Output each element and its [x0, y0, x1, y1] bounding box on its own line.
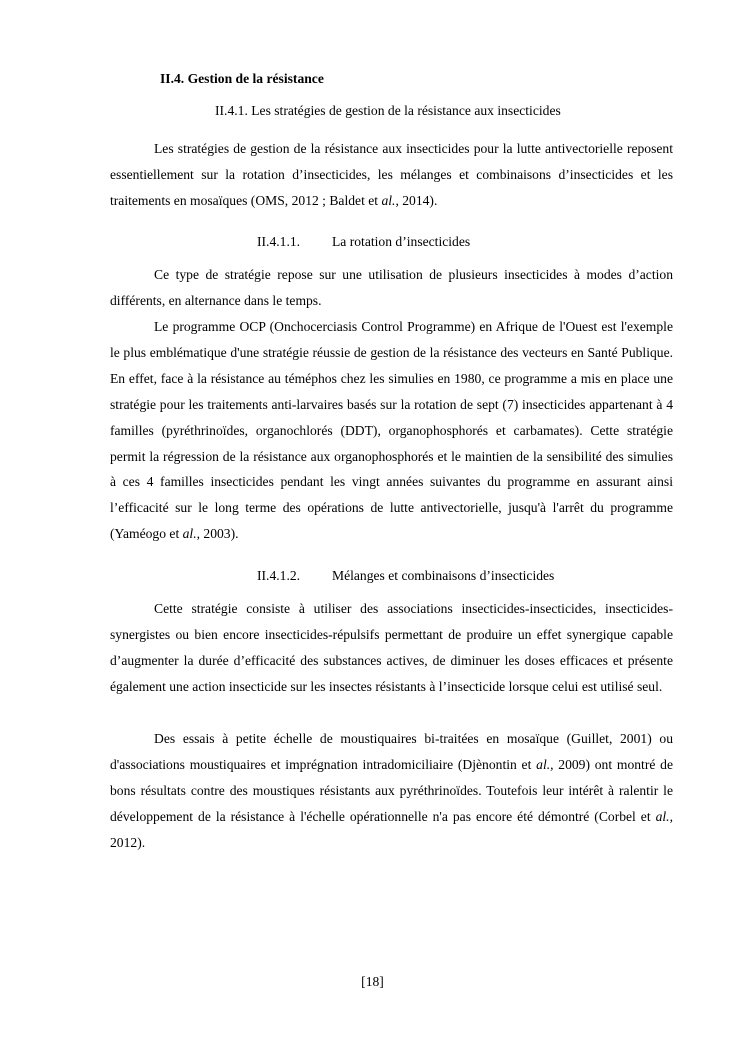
subsection-heading: II.4.1. Les stratégies de gestion de la résistance aux insecticides: [215, 103, 561, 118]
rotation-heading: [257, 233, 470, 251]
intro-paragraph: [110, 136, 673, 214]
italic-text: al.: [655, 808, 670, 824]
rotation-paragraph-1: [110, 262, 673, 314]
italic-text: al.: [182, 526, 197, 542]
melanges-heading-number: II.4.1.2.: [257, 568, 301, 583]
rotation-heading-title: La rotation d’insecticides: [332, 234, 471, 249]
text-run: Des essais à petite échelle de moustiquaires bi-traitées en mosaïque (Guillet, 2001) ou d'associations moustiquaires et imprégnation intradomiciliaire (Djènontin et: [110, 731, 673, 772]
text-run: Ce type de stratégie repose sur une utilisation de plusieurs insecticides à modes d’action différents, en alternance dans le temps.: [110, 267, 673, 308]
rotation-heading-number: II.4.1.1.: [257, 234, 301, 249]
text-run: Cette stratégie consiste à utiliser des associations insecticides-insecticides, insecticides-synergistes ou bien encore insecticides-répulsifs permettant de produire un effet synergique capable d’augmenter la durée d’efficacité des substances actives, de diminuer les doses efficaces et présente également une action insecticide sur les insectes résistants à l’insecticide lorsque celui est utilisé seul.: [110, 601, 673, 694]
melanges-heading: [257, 567, 554, 585]
melanges-paragraph-2: [110, 726, 673, 856]
text-run: Les stratégies de gestion de la résistance aux insecticides pour la lutte antivectorielle reposent essentiellement sur la rotation d’insecticides, les mélanges et combinaisons d’insecticides et les traitements en mosaïques (OMS, 2012 ; Baldet et: [110, 141, 673, 208]
text-run: , 2014).: [395, 192, 438, 208]
text-run: Le programme OCP (Onchocerciasis Control Programme) en Afrique de l'Ouest est l'exemple le plus emblématique d'une stratégie réussie de gestion de la résistance des vecteurs en Santé Publique. En effet, face à la résistance au téméphos chez les simulies en 1980, ce programme a mis en place une stratégie pour les traitements anti-larvaires basés sur la rotation de sept (7) insecticides appartenant à 4 familles (pyréthrinoïdes, organochlorés (DDT), organophosphorés et carbamates). Cette stratégie permit la régression de la résistance aux organophosphorés et le maintien de la sensibilité des simulies à ces 4 familles insecticides pendant les vingt années suivantes du programme en assurant ainsi l’efficacité sur le long terme des opérations de lutte antivectorielle, jusqu'à l'arrêt du programme (Yaméogo et: [110, 319, 673, 542]
text-run: , 2009) ont montré de bons résultats contre des moustiques résistants aux pyréthrinoïdes. Toutefois leur intérêt à ralentir le développement de la résistance à l'échelle opérationnelle n'a pas encore été démontré (Corbel et: [110, 756, 673, 824]
rotation-paragraph-2: [110, 314, 673, 547]
melanges-heading-title: Mélanges et combinaisons d’insecticides: [332, 568, 555, 583]
melanges-paragraph-1: [110, 596, 673, 700]
text-run: , 2012).: [110, 808, 673, 850]
page-number: [18]: [361, 974, 384, 989]
italic-text: al.: [536, 756, 551, 772]
text-run: , 2003).: [196, 526, 239, 542]
section-heading: II.4. Gestion de la résistance: [160, 71, 324, 86]
italic-text: al.: [381, 192, 396, 208]
